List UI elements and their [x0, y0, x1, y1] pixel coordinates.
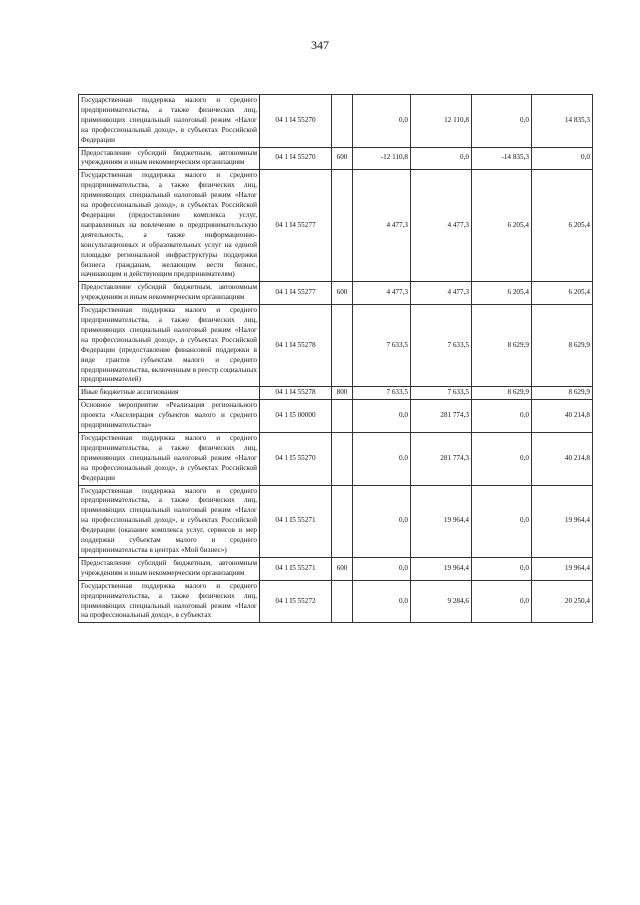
row-value-2: 281 774,3 [411, 400, 472, 433]
row-value-3: 6 205,4 [472, 282, 532, 305]
row-value-2: 9 284,6 [411, 580, 472, 623]
row-value-1: 0,0 [353, 433, 411, 486]
row-value-1: 0,0 [353, 485, 411, 557]
row-name: Государственная поддержка малого и среднего предпринимательства, а также физических лиц, применяющих специальный налоговый режим «Налог на профессиональный доход», в субъектах Российской Федерации (предоставление финансовой поддержки в виде грантов субъектам малого и среднего предпринимательства, включенным в реестр социальных предпринимателей) [79, 305, 260, 387]
row-code: 04 1 I5 00000 [260, 400, 332, 433]
row-value-3: 0,0 [472, 95, 532, 148]
row-value-1: -12 110,8 [353, 147, 411, 170]
row-code: 04 1 I4 55270 [260, 147, 332, 170]
table-row [79, 95, 593, 148]
row-expense-type [332, 305, 353, 387]
table-row [79, 387, 593, 400]
row-code: 04 1 I5 55272 [260, 580, 332, 623]
row-value-3: 0,0 [472, 485, 532, 557]
row-value-1: 0,0 [353, 580, 411, 623]
row-value-2: 7 633,5 [411, 305, 472, 387]
row-expense-type: 600 [332, 147, 353, 170]
row-value-4: 6 205,4 [532, 170, 593, 282]
row-value-2: 4 477,3 [411, 170, 472, 282]
row-expense-type: 800 [332, 387, 353, 400]
row-value-3: 6 205,4 [472, 170, 532, 282]
row-value-4: 20 250,4 [532, 580, 593, 623]
row-expense-type [332, 580, 353, 623]
row-value-3: 0,0 [472, 557, 532, 580]
row-name: Государственная поддержка малого и среднего предпринимательства, а также физических лиц, применяющих специальный налоговый режим «Налог на профессиональный доход», в субъектах Российской Федерации [79, 433, 260, 486]
row-expense-type: 600 [332, 282, 353, 305]
row-value-1: 0,0 [353, 400, 411, 433]
row-expense-type [332, 400, 353, 433]
row-name: Предоставление субсидий бюджетным, автономным учреждениям и иным некоммерческим организациям [79, 147, 260, 170]
row-name: Государственная поддержка малого и среднего предпринимательства, а также физических лиц, применяющих специальный налоговый режим «Налог на профессиональный доход», в субъектах [79, 580, 260, 623]
budget-table [78, 94, 593, 623]
page-number: 347 [311, 38, 329, 52]
row-value-4: 40 214,8 [532, 400, 593, 433]
row-value-2: 19 964,4 [411, 557, 472, 580]
row-value-4: 6 205,4 [532, 282, 593, 305]
row-value-4: 0,0 [532, 147, 593, 170]
table-row [79, 170, 593, 282]
row-value-3: 8 629,9 [472, 305, 532, 387]
table-body [79, 95, 593, 623]
row-code: 04 1 I4 55277 [260, 170, 332, 282]
row-expense-type [332, 433, 353, 486]
row-value-1: 7 633,5 [353, 387, 411, 400]
row-value-1: 7 633,5 [353, 305, 411, 387]
row-expense-type [332, 170, 353, 282]
row-value-4: 14 835,3 [532, 95, 593, 148]
row-value-4: 8 629,9 [532, 305, 593, 387]
row-name: Предоставление субсидий бюджетным, автономным учреждениям и иным некоммерческим организациям [79, 282, 260, 305]
row-value-2: 12 110,8 [411, 95, 472, 148]
row-name: Государственная поддержка малого и среднего предпринимательства, а также физических лиц, применяющих специальный налоговый режим «Налог на профессиональный доход», в субъектах Российской Федерации (оказание комплекса услуг, сервисов и мер поддержки субъектам малого и среднего предпринимательства в центрах «Мой бизнес») [79, 485, 260, 557]
row-value-4: 19 964,4 [532, 485, 593, 557]
row-expense-type [332, 485, 353, 557]
row-value-2: 4 477,3 [411, 282, 472, 305]
row-value-4: 19 964,4 [532, 557, 593, 580]
row-value-2: 0,0 [411, 147, 472, 170]
row-value-1: 0,0 [353, 557, 411, 580]
row-value-3: 0,0 [472, 433, 532, 486]
table-row [79, 580, 593, 623]
row-name: Государственная поддержка малого и среднего предпринимательства, а также физических лиц, применяющих специальный налоговый режим «Налог на профессиональный доход», в субъектах Российской Федерации (предоставление комплекса услуг, направленных на вовлечение в предпринимательскую деятельность, а также информационно-консультационных и образовательных услуг на единой площадке региональной инфраструктуры поддержки бизнеса гражданам, желающим вести бизнес, начинающим и действующим предпринимателям) [79, 170, 260, 282]
row-value-1: 0,0 [353, 95, 411, 148]
row-code: 04 1 I4 55277 [260, 282, 332, 305]
table-row [79, 433, 593, 486]
row-code: 04 1 I5 55271 [260, 557, 332, 580]
row-value-3: 0,0 [472, 580, 532, 623]
row-value-3: -14 835,3 [472, 147, 532, 170]
row-value-2: 281 774,3 [411, 433, 472, 486]
row-name: Государственная поддержка малого и среднего предпринимательства, а также физических лиц, применяющих специальный налоговый режим «Налог на профессиональный доход», в субъектах Российской Федерации [79, 95, 260, 148]
table-row [79, 305, 593, 387]
row-name: Предоставление субсидий бюджетным, автономным учреждениям и иным некоммерческим организациям [79, 557, 260, 580]
table-row [79, 557, 593, 580]
row-code: 04 1 I4 55270 [260, 95, 332, 148]
table-row [79, 282, 593, 305]
row-value-1: 4 477,3 [353, 282, 411, 305]
row-expense-type: 600 [332, 557, 353, 580]
row-code: 04 1 I4 55278 [260, 387, 332, 400]
table-row [79, 147, 593, 170]
row-name: Иные бюджетные ассигнования [79, 387, 260, 400]
row-name: Основное мероприятие «Реализация регионального проекта «Акселерация субъектов малого и среднего предпринимательства» [79, 400, 260, 433]
row-code: 04 1 I5 55271 [260, 485, 332, 557]
row-code: 04 1 I5 55270 [260, 433, 332, 486]
table-row [79, 400, 593, 433]
row-value-2: 7 633,5 [411, 387, 472, 400]
row-value-1: 4 477,3 [353, 170, 411, 282]
row-code: 04 1 I4 55278 [260, 305, 332, 387]
row-expense-type [332, 95, 353, 148]
row-value-4: 8 629,9 [532, 387, 593, 400]
row-value-2: 19 964,4 [411, 485, 472, 557]
row-value-3: 0,0 [472, 400, 532, 433]
table-row [79, 485, 593, 557]
row-value-3: 8 629,9 [472, 387, 532, 400]
row-value-4: 40 214,8 [532, 433, 593, 486]
